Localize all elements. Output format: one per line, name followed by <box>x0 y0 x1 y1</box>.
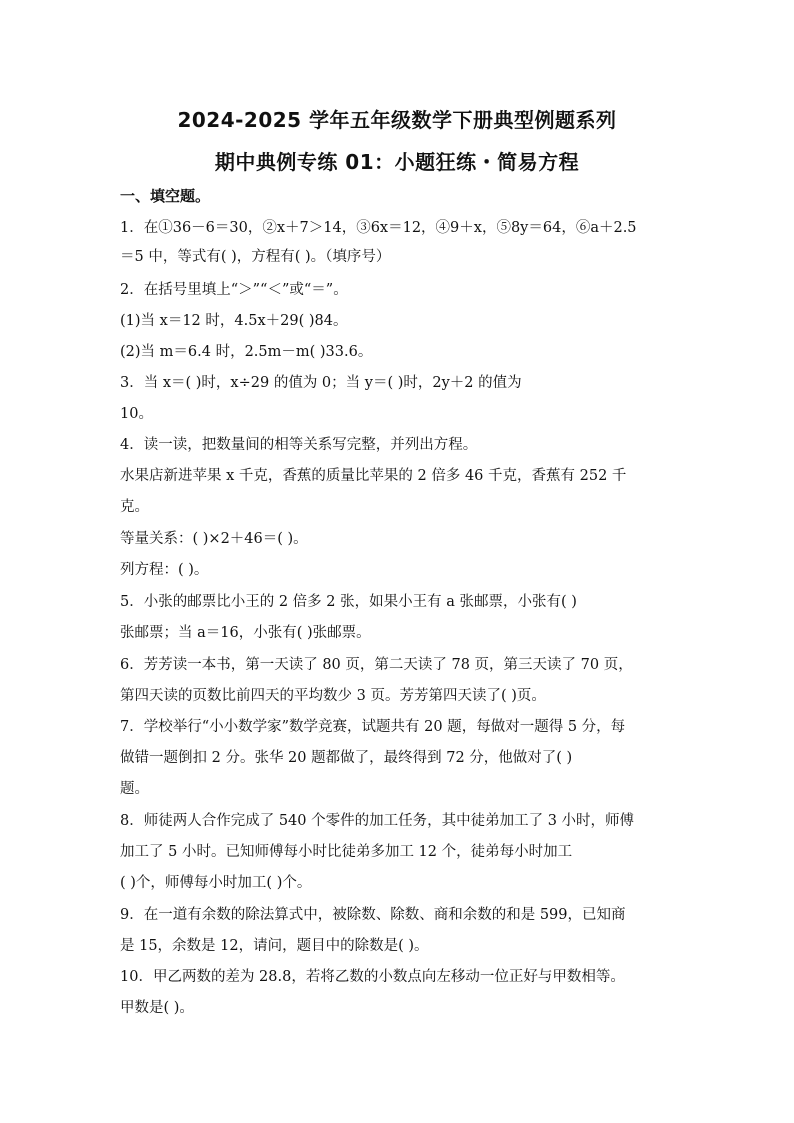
text-line: 10．甲乙两数的差为 28.8，若将乙数的小数点向左移动一位正好与甲数相等。 <box>120 969 625 985</box>
text-line: (2)当 m＝6.4 时，2.5m－m( )33.6。 <box>120 344 373 360</box>
text-line: 7．学校举行“小小数学家”数学竞赛，试题共有 20 题，每做对一题得 5 分，每 <box>120 719 626 735</box>
text-line: 8．师徒两人合作完成了 540 个零件的加工任务，其中徒弟加工了 3 小时，师傅 <box>120 813 635 829</box>
text-line: 是 15，余数是 12，请问，题目中的除数是( )。 <box>120 938 429 954</box>
text-line: 3．当 x＝( )时，x÷29 的值为 0；当 y＝( )时，2y＋2 的值为 <box>120 375 522 391</box>
text-line: 2．在括号里填上“＞”“＜”或“＝”。 <box>120 282 348 298</box>
text-line: 1．在①36－6＝30，②x＋7＞14，③6x＝12，④9＋x，⑤8y＝64，⑥a＋2.5 <box>120 220 637 236</box>
page-subtitle: 期中典例专练 01：小题狂练・简易方程 <box>214 150 580 174</box>
text-line: 甲数是( )。 <box>120 1000 194 1016</box>
section-heading: 一、填空题。 <box>120 187 211 205</box>
text-line: ＝5 中，等式有( )，方程有( )。（填序号） <box>120 249 391 265</box>
text-line: 水果店新进苹果 x 千克，香蕉的质量比苹果的 2 倍多 46 千克，香蕉有 252 千 <box>120 468 627 484</box>
page-title: 2024-2025 学年五年级数学下册典型例题系列 <box>177 108 617 132</box>
text-line: 加工了 5 小时。已知师傅每小时比徒弟多加工 12 个，徒弟每小时加工 <box>120 844 573 860</box>
text-line: 6．芳芳读一本书，第一天读了 80 页，第二天读了 78 页，第三天读了 70 页， <box>120 657 633 673</box>
text-line: 题。 <box>120 781 149 797</box>
text-line: 5．小张的邮票比小王的 2 倍多 2 张，如果小王有 a 张邮票，小张有( ) <box>120 594 577 610</box>
text-line: (1)当 x＝12 时，4.5x＋29( )84。 <box>120 313 348 329</box>
text-line: 列方程：( )。 <box>120 562 209 578</box>
text-line: 克。 <box>120 499 149 515</box>
text-line: 做错一题倒扣 2 分。张华 20 题都做了，最终得到 72 分，他做对了( ) <box>120 750 573 766</box>
text-line: 4．读一读，把数量间的相等关系写完整，并列出方程。 <box>120 437 478 453</box>
text-line: 10。 <box>120 406 153 422</box>
text-line: 9．在一道有余数的除法算式中，被除数、除数、商和余数的和是 599，已知商 <box>120 907 626 923</box>
text-line: 等量关系：( )×2＋46＝( )。 <box>120 531 308 547</box>
text-line: 第四天读的页数比前四天的平均数少 3 页。芳芳第四天读了( )页。 <box>120 688 546 704</box>
text-line: 张邮票；当 a＝16，小张有( )张邮票。 <box>120 625 371 641</box>
text-line: ( )个，师傅每小时加工( )个。 <box>120 875 312 891</box>
